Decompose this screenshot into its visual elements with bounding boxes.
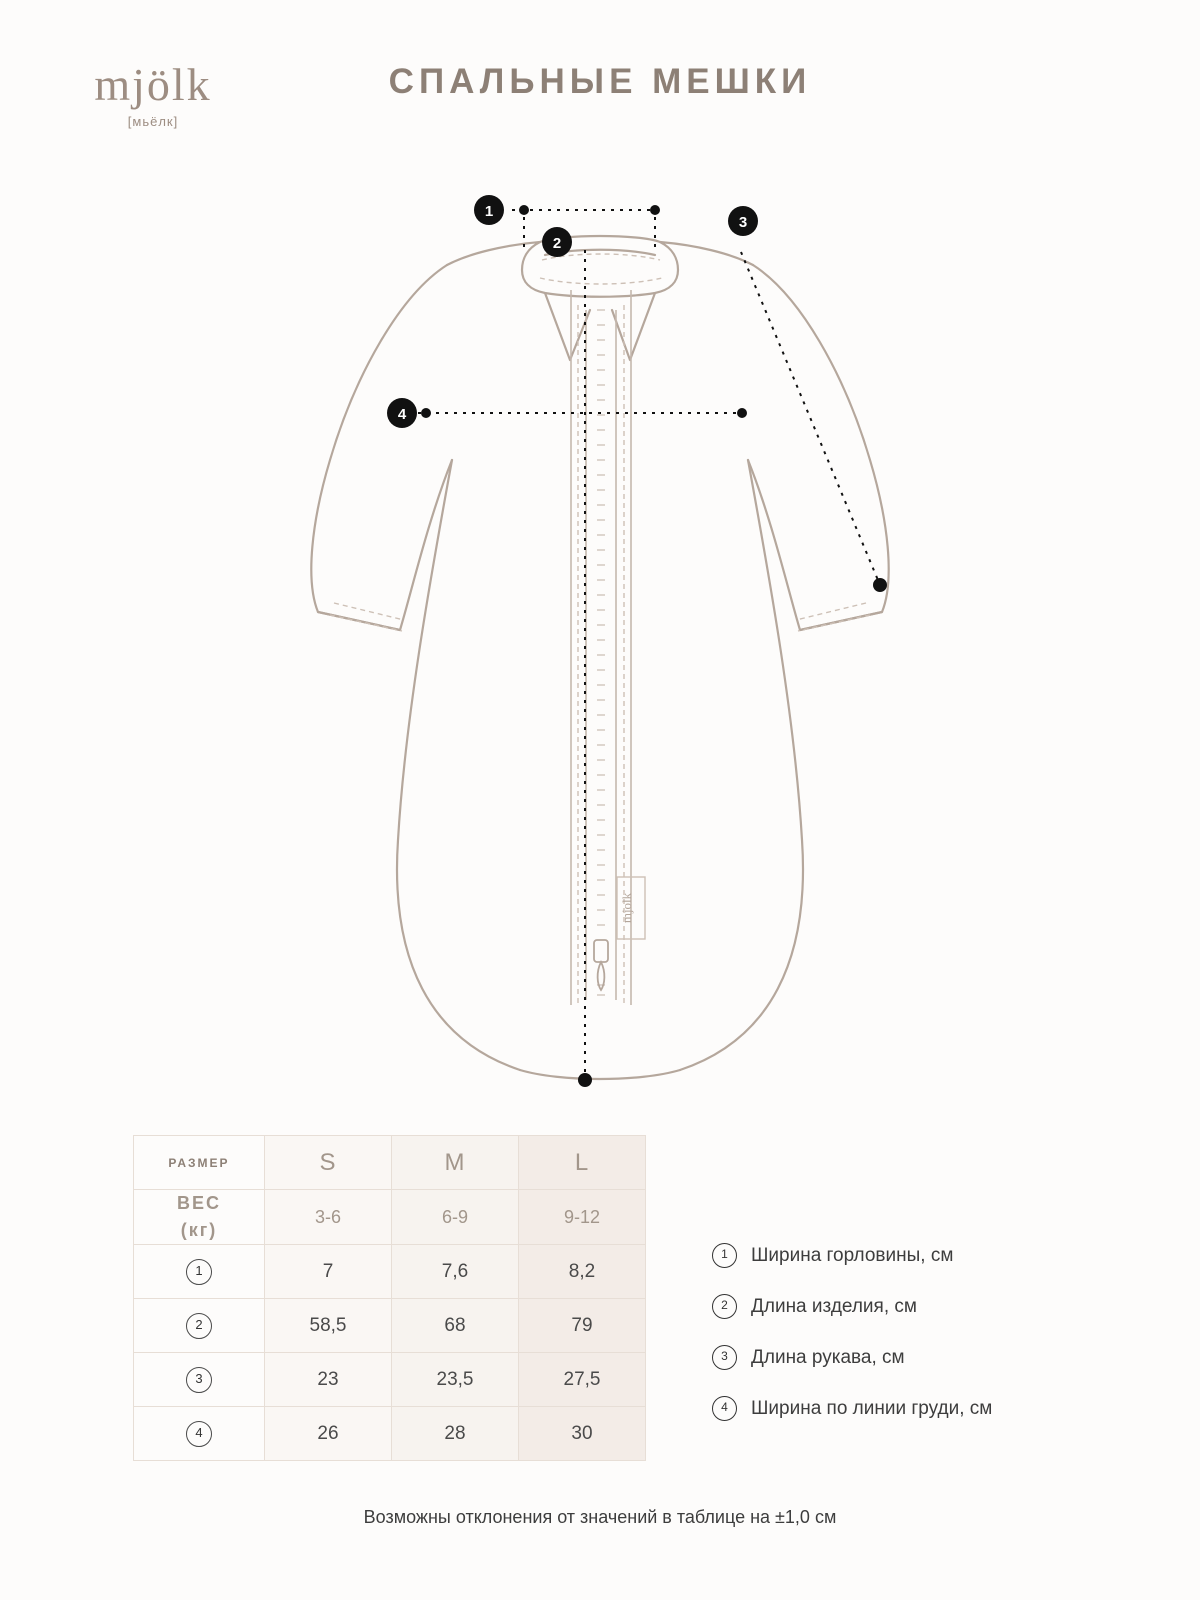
legend-badge-1: 1	[712, 1243, 737, 1268]
legend-item-2	[712, 1294, 1132, 1319]
row3-value-l: 27,5	[519, 1353, 646, 1407]
left-lapel	[545, 293, 590, 360]
measurement-legend	[712, 1243, 1132, 1447]
weight-label-line2: (кг)	[180, 1220, 218, 1240]
table-row	[134, 1299, 646, 1353]
svg-text:3: 3	[738, 214, 748, 231]
garment-label-text: mjolk	[619, 892, 634, 924]
legend-badge-3: 3	[712, 1345, 737, 1370]
table-header-s: S	[265, 1136, 392, 1190]
weight-label-line1: ВЕС	[176, 1193, 221, 1213]
table-header-size: РАЗМЕР	[134, 1136, 265, 1190]
weight-value-s: 3-6	[265, 1190, 392, 1245]
table-row	[134, 1407, 646, 1461]
legend-text-1: Ширина горловины, см	[751, 1244, 954, 1266]
badge-4: 4	[186, 1421, 212, 1447]
table-row	[134, 1245, 646, 1299]
table-row	[134, 1353, 646, 1407]
legend-badge-2: 2	[712, 1294, 737, 1319]
legend-item-4	[712, 1396, 1132, 1421]
right-lapel	[612, 293, 655, 360]
row1-value-m: 7,6	[392, 1245, 519, 1299]
legend-item-1	[712, 1243, 1132, 1268]
row-marker-4	[134, 1407, 265, 1461]
row1-value-l: 8,2	[519, 1245, 646, 1299]
row1-value-s: 7	[265, 1245, 392, 1299]
brand-logo-subtitle: [мьёлк]	[127, 114, 179, 129]
legend-text-3: Длина рукава, см	[751, 1346, 905, 1368]
badge-2: 2	[186, 1313, 212, 1339]
table-header-row	[134, 1136, 646, 1190]
weight-value-m: 6-9	[392, 1190, 519, 1245]
svg-text:1: 1	[484, 203, 494, 220]
footnote: Возможны отклонения от значений в таблице на ±1,0 см	[363, 1507, 837, 1527]
row3-value-s: 23	[265, 1353, 392, 1407]
weight-label	[134, 1190, 265, 1245]
row4-value-l: 30	[519, 1407, 646, 1461]
size-table	[133, 1135, 646, 1461]
zipper-pull	[594, 940, 608, 990]
row2-value-s: 58,5	[265, 1299, 392, 1353]
hem-bottom	[520, 1070, 680, 1079]
row-marker-2	[134, 1299, 265, 1353]
right-body-side	[680, 460, 803, 1070]
marker-4	[387, 398, 417, 428]
row2-value-m: 68	[392, 1299, 519, 1353]
marker-1	[474, 195, 504, 225]
row-marker-3	[134, 1353, 265, 1407]
table-row-weight	[134, 1190, 646, 1245]
legend-item-3	[712, 1345, 1132, 1370]
marker-2	[542, 227, 572, 257]
collar-stitch-2	[540, 278, 662, 284]
row-marker-1	[134, 1245, 265, 1299]
legend-text-2: Длина изделия, см	[751, 1295, 917, 1317]
legend-text-4: Ширина по линии груди, см	[751, 1397, 993, 1419]
svg-text:4: 4	[397, 406, 407, 423]
row4-value-s: 26	[265, 1407, 392, 1461]
badge-3: 3	[186, 1367, 212, 1393]
row4-value-m: 28	[392, 1407, 519, 1461]
page-header	[0, 0, 1200, 170]
weight-value-l: 9-12	[519, 1190, 646, 1245]
row3-value-m: 23,5	[392, 1353, 519, 1407]
legend-badge-4: 4	[712, 1396, 737, 1421]
measure-lines	[418, 208, 880, 1080]
table-header-m: M	[392, 1136, 519, 1190]
svg-text:2: 2	[552, 235, 562, 252]
table-header-l: L	[519, 1136, 646, 1190]
page-title: СПАЛЬНЫЕ МЕШКИ	[388, 62, 812, 101]
marker-3	[728, 206, 758, 236]
badge-1: 1	[186, 1259, 212, 1285]
brand-logo-word: mjölk	[94, 59, 212, 110]
garment-svg	[0, 160, 1200, 1120]
row2-value-l: 79	[519, 1299, 646, 1353]
left-body-side	[397, 460, 520, 1070]
garment-diagram	[0, 160, 1200, 1120]
